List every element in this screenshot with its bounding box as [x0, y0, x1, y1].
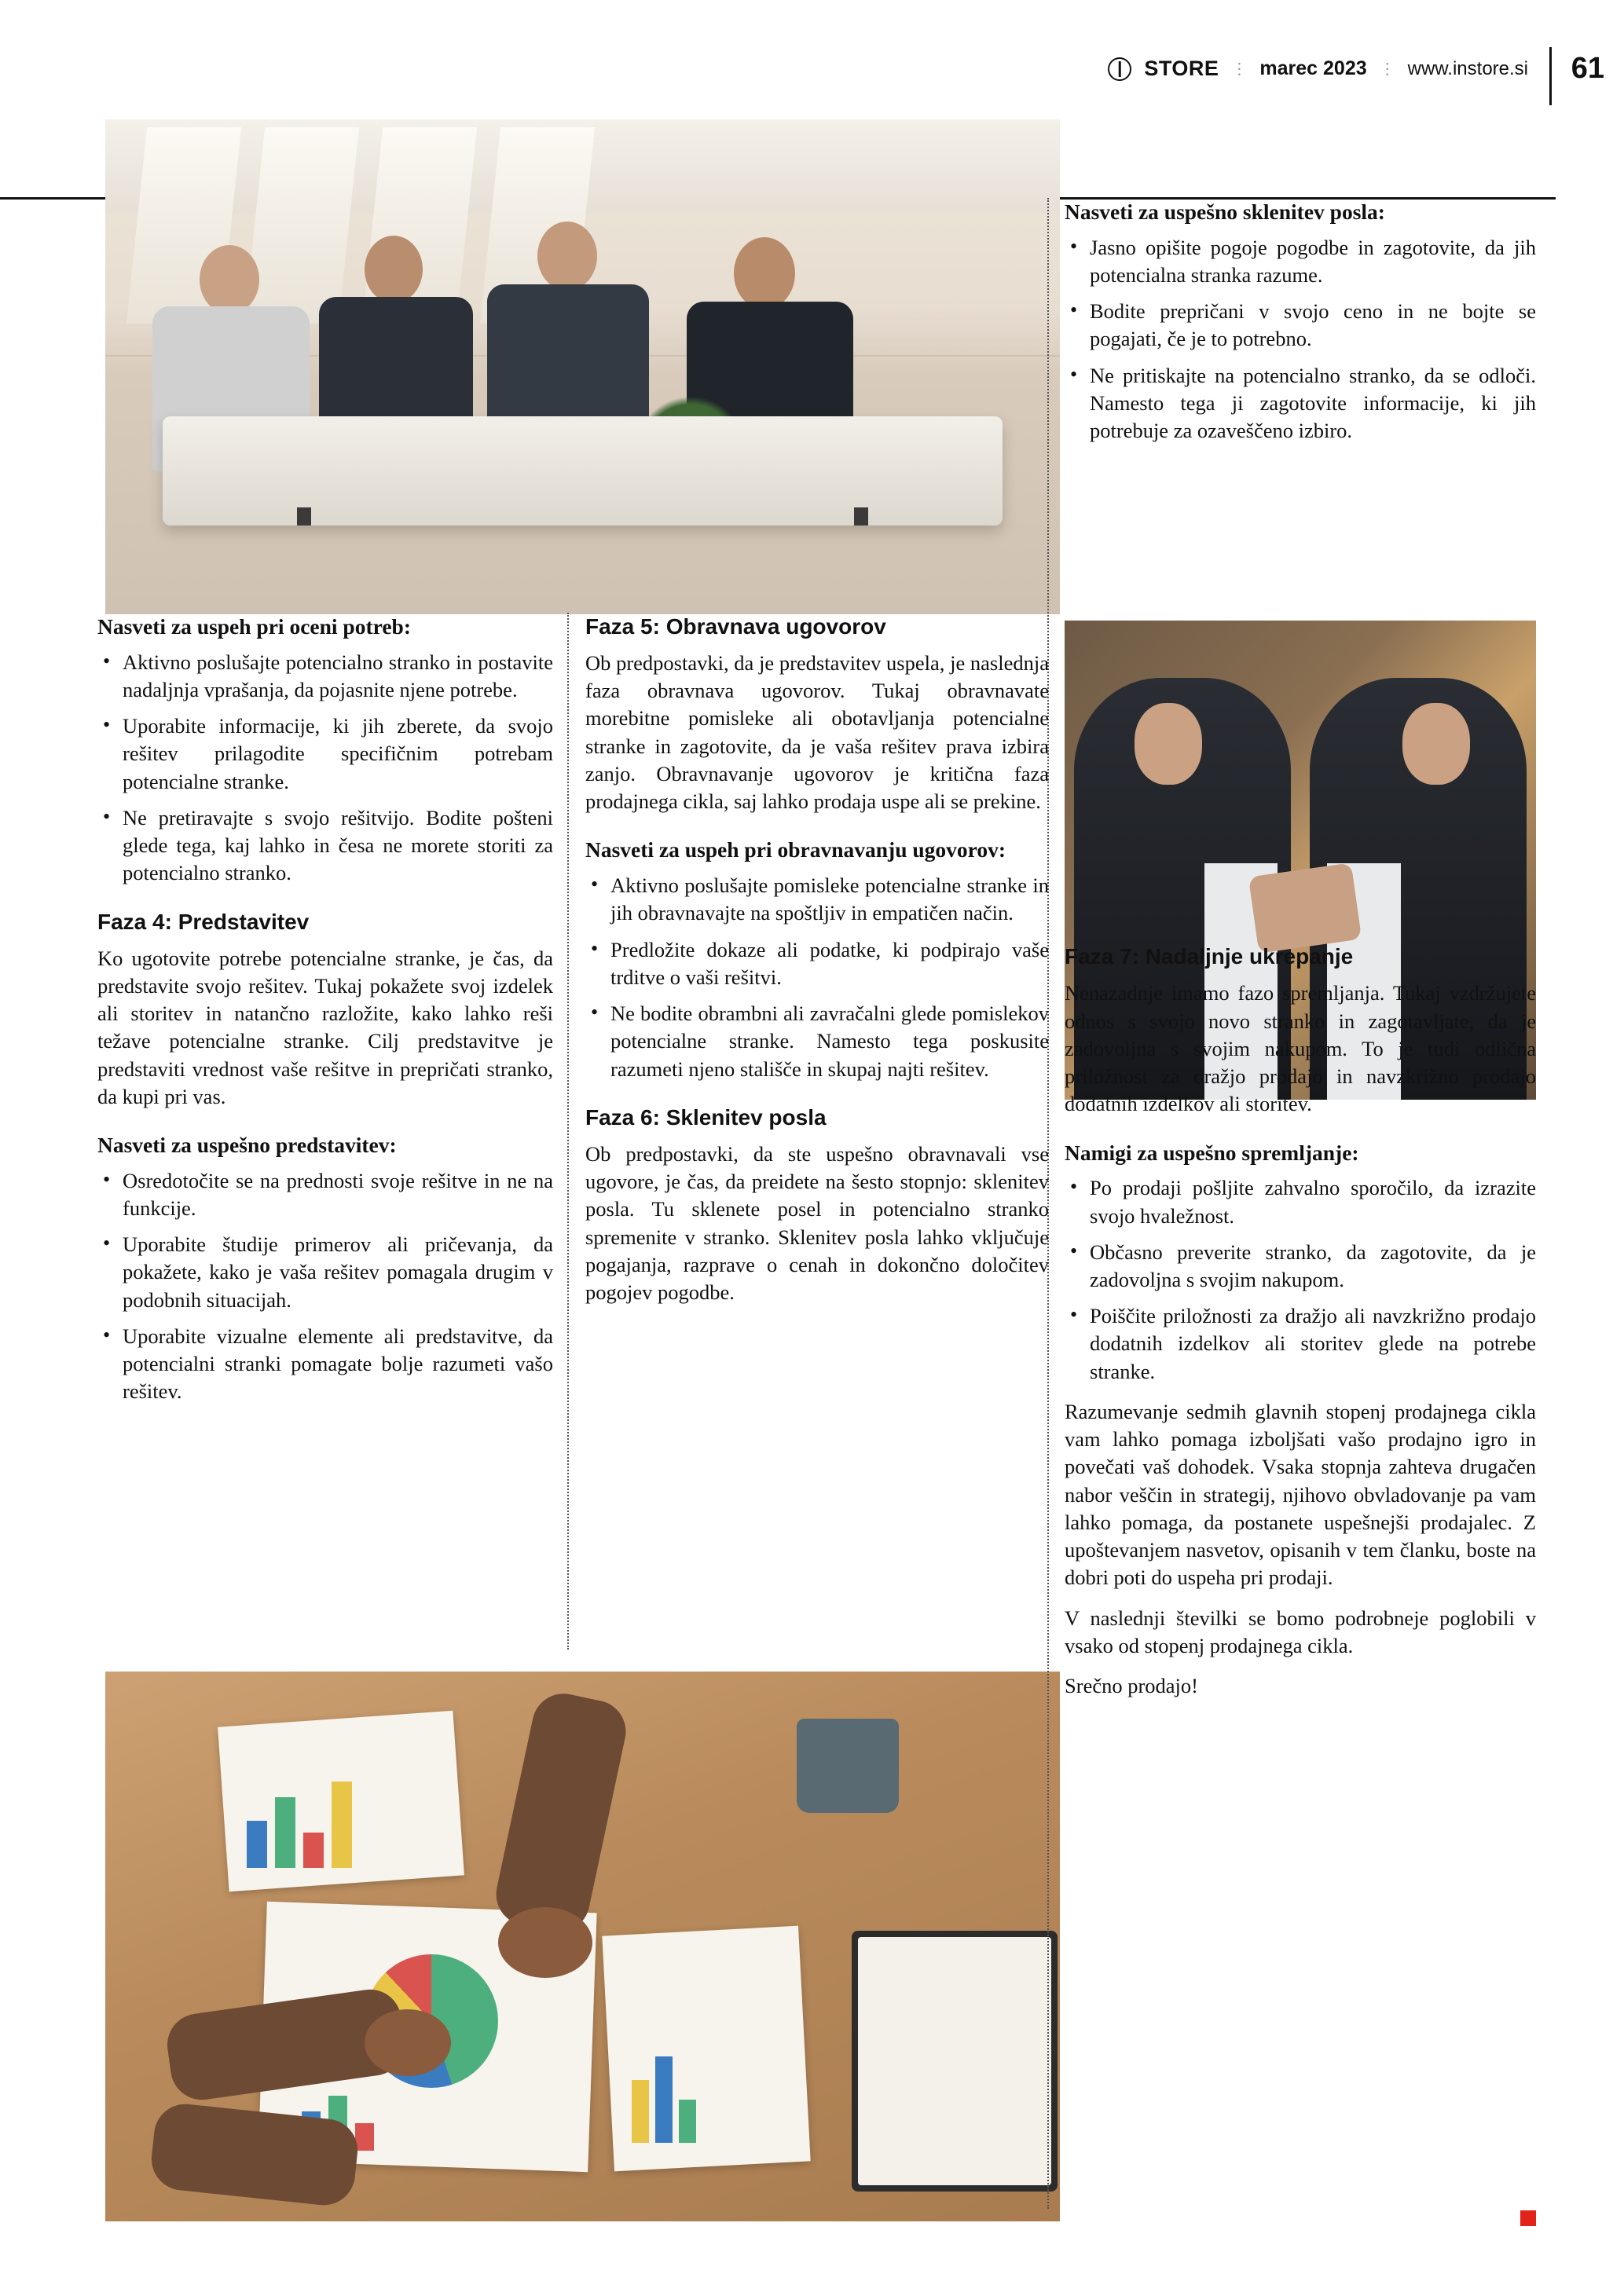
paragraph-faza-5: Ob predpostavki, da je predstavitev uspela, je naslednja faza obravnava ugovorov. Tukaj obravnavate morebitne pomisleke ali obotavljanja potencialne stranke in zagotovite, da je vaša rešitev prava izbira zanjo. Obravnavanje ugovorov je kritična faza prodajnega cikla, saj lahko prodaja uspe ali se prekine. — [585, 651, 1049, 814]
column-two — [585, 613, 1049, 1319]
instore-circle-icon — [1108, 57, 1131, 81]
header-separator-2: ⋮ — [1379, 60, 1395, 78]
list-item: • Aktivno poslušajte pomisleke potencialne stranke in jih obravnavajte na spoštljiv in empatičen način. — [585, 872, 1049, 927]
website-url: www.instore.si — [1407, 57, 1528, 79]
paragraph-faza-4: Ko ugotovite potrebe potencialne stranke, je čas, da predstavite svojo rešitev. Tukaj pokažete svoj izdelek ali storitev in natančno razložite, kako lahko reši težave potencialne stranke. Cilj predstavitve je predstaviti vrednost vaše rešitve in prepričati stranko, da kupi pri vas. — [97, 946, 553, 1108]
heading-objection-tips: Nasveti za uspeh pri obravnavanju ugovorov: — [585, 837, 1006, 862]
photo-spacer — [1065, 457, 1536, 943]
heading-presentation-tips: Nasveti za uspešno predstavitev: — [97, 1133, 397, 1158]
list-item: • Bodite prepričani v svojo ceno in ne bojte se pogajati, če je to potrebno. — [1065, 298, 1536, 353]
list-followup-tips — [1065, 1174, 1536, 1386]
list-item: • Jasno opišite pogoje pogodbe in zagotovite, da jih potencialna stranka razume. — [1065, 234, 1536, 289]
heading-needs-tips: Nasveti za uspeh pri oceni potreb: — [97, 614, 411, 639]
list-objection-tips — [585, 872, 1049, 1083]
heading-followup-tips: Namigi za uspešno spremljanje: — [1065, 1140, 1359, 1165]
heading-faza-6: Faza 6: Sklenitev posla — [585, 1104, 827, 1130]
paragraph-faza-6: Ob predpostavki, da ste uspešno obravnavali vse ugovore, je čas, da preidete na šesto stopnjo: sklenitev posla. Tu sklenete posel in potencialno stranko spremenite v stranko. Sklenitev posla lahko vključuje pogajanja, razprave o cenah in dokončno določitev pogojev pogodbe. — [585, 1141, 1049, 1304]
list-item: • Aktivno poslušajte potencialno stranko in postavite nadaljnja vprašanja, da pojasnite njene potrebe. — [97, 649, 553, 704]
list-item: • Ne pritiskajte na potencialno stranko, da se odloči. Namesto tega ji zagotovite informacije, ki jih potrebuje za ozaveščeno izbiro. — [1065, 362, 1536, 445]
list-item: • Uporabite študije primerov ali pričevanja, da pokažete, kako je vaša rešitev pomagala drugim v podobnih situacijah. — [97, 1231, 553, 1314]
list-item: • Poiščite priložnosti za dražjo ali navzkrižno prodajo dodatnih izdelkov ali storitev glede na potrebe stranke. — [1065, 1302, 1536, 1386]
heading-faza-4: Faza 4: Predstavitev — [97, 909, 310, 934]
column-one — [97, 613, 553, 1419]
paragraph-closing: Srečno prodajo! — [1065, 1674, 1198, 1698]
page-number: 61 — [1571, 52, 1604, 85]
photo-team-desk — [105, 1672, 1060, 2221]
list-presentation-tips — [97, 1167, 553, 1406]
header-separator-1: ⋮ — [1231, 60, 1248, 78]
heading-closing-tips: Nasveti za uspešno sklenitev posla: — [1065, 200, 1385, 224]
article-end-marker — [1520, 2210, 1536, 2226]
heading-faza-5: Faza 5: Obravnava ugovorov — [585, 614, 886, 639]
paragraph-summary: Razumevanje sedmih glavnih stopenj prodajnega cikla vam lahko pomaga izboljšati vašo prodajno igro in povečati vaš dohodek. Vsaka stopnja zahteva drugačen nabor veščin in strategij, njihovo obvladovanje pa vam lahko pomaga, da postanete uspešnejši prodajalec. Z upoštevanjem nasvetov, opisanih v tem članku, boste na dobri poti do uspeha pri prodaji. — [1065, 1399, 1536, 1590]
list-item: • Ne pretiravajte s svojo rešitvijo. Bodite pošteni glede tega, kaj lahko in česa ne morete storiti za potencialno stranko. — [97, 804, 553, 888]
page-header — [0, 52, 1624, 104]
list-item: • Občasno preverite stranko, da zagotovite, da je zadovoljna s svojim nakupom. — [1065, 1239, 1536, 1294]
list-needs-tips — [97, 649, 553, 888]
issue-date: marec 2023 — [1259, 57, 1367, 79]
column-three — [1065, 198, 1536, 1712]
photo-business-meeting — [105, 119, 1060, 614]
masthead — [1108, 57, 1528, 81]
logo-wordmark: STORE — [1144, 57, 1219, 80]
list-item: • Predložite dokaze ali podatke, ki podpirajo vaše trditve o vaši rešitvi. — [585, 936, 1049, 991]
column-separator-1 — [567, 613, 569, 1650]
paragraph-faza-7: Nenazadnje imamo fazo spremljanja. Tukaj vzdržujete odnos s svojo novo stranko in zagotavljate, da je zadovoljna s svojim nakupom. To je tudi odlična priložnost za dražjo prodajo in navzkrižno prodajo dodatnih izdelkov ali storitev. — [1065, 981, 1536, 1116]
heading-faza-7: Faza 7: Nadaljnje ukrepanje — [1065, 944, 1354, 969]
list-item: • Osredotočite se na prednosti svoje rešitve in ne na funkcije. — [97, 1167, 553, 1222]
list-item: • Po prodaji pošljite zahvalno sporočilo, da izrazite svojo hvaležnost. — [1065, 1174, 1536, 1229]
list-item: • Uporabite vizualne elemente ali predstavitve, da potencialni stranki pomagate bolje razumeti vašo rešitev. — [97, 1323, 553, 1406]
header-divider — [1549, 47, 1552, 105]
list-closing-tips — [1065, 234, 1536, 445]
paragraph-next-issue: V naslednji številki se bomo podrobneje poglobili v vsako od stopenj prodajnega cikla. — [1065, 1606, 1536, 1657]
list-item: • Uporabite informacije, ki jih zberete, da svojo rešitev prilagodite specifičnim potrebam potencialne stranke. — [97, 712, 553, 796]
list-item: • Ne bodite obrambni ali zavračalni glede pomislekov potencialne stranke. Namesto tega poskusite razumeti njeno stališče in skupaj najti rešitev. — [585, 1000, 1049, 1083]
